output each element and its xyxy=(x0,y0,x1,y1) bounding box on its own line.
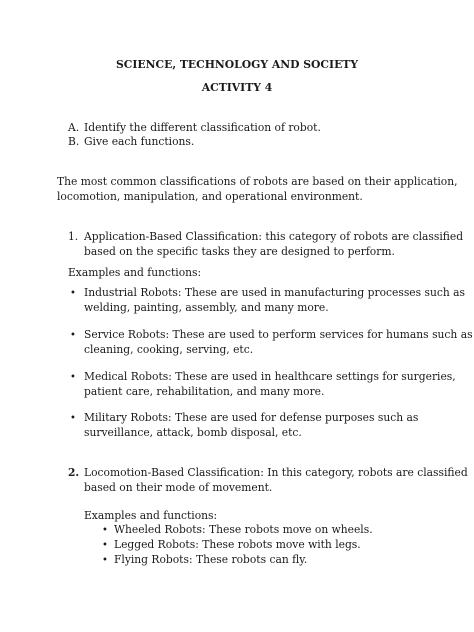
section-heading-line: based on their mode of movement. xyxy=(84,481,273,494)
bullet-line: surveillance, attack, bomb disposal, etc. xyxy=(84,426,302,439)
bullet-line: Military Robots: These are used for defense purposes such as xyxy=(84,411,419,424)
bullet-line: Flying Robots: These robots can fly. xyxy=(114,553,308,566)
section-heading-line: based on the specific tasks they are designed to perform. xyxy=(84,245,395,258)
list-marker: B. xyxy=(68,135,80,148)
section-number: 2. xyxy=(68,466,80,479)
bullet-icon: • xyxy=(70,288,76,299)
paragraph-line: locomotion, manipulation, and operational environment. xyxy=(57,190,363,203)
examples-label: Examples and functions: xyxy=(68,266,202,279)
bullet-line: Industrial Robots: These are used in manufacturing processes such as xyxy=(84,286,466,299)
bullet-line: cleaning, cooking, serving, etc. xyxy=(84,343,254,356)
bullet-icon: • xyxy=(70,330,76,341)
list-marker: A. xyxy=(68,121,80,134)
bullet-icon: • xyxy=(70,413,76,424)
bullet-line: welding, painting, assembly, and many more. xyxy=(84,301,329,314)
bullet-icon: • xyxy=(102,540,108,551)
instruction-item: Give each functions. xyxy=(84,135,195,148)
paragraph-line: The most common classifications of robots are based on their application, xyxy=(57,175,458,188)
bullet-icon: • xyxy=(70,372,76,383)
bullet-line: Medical Robots: These are used in healthcare settings for surgeries, xyxy=(84,370,456,383)
instruction-item: Identify the different classification of robot. xyxy=(84,121,321,134)
section-number: 1. xyxy=(68,230,79,243)
section-heading-line: Application-Based Classification: this category of robots are classified xyxy=(84,230,464,243)
bullet-line: patient care, rehabilitation, and many more. xyxy=(84,385,325,398)
activity-heading: ACTIVITY 4 xyxy=(201,81,273,94)
bullet-line: Legged Robots: These robots move with legs. xyxy=(114,538,361,551)
section-heading-line: Locomotion-Based Classification: In this category, robots are classified xyxy=(84,466,468,479)
bullet-icon: • xyxy=(102,555,108,566)
bullet-icon: • xyxy=(102,525,108,536)
bullet-line: Service Robots: These are used to perform services for humans such as xyxy=(84,328,473,341)
bullet-line: Wheeled Robots: These robots move on wheels. xyxy=(114,523,373,536)
examples-label: Examples and functions: xyxy=(84,509,218,522)
document-title: SCIENCE, TECHNOLOGY AND SOCIETY xyxy=(115,58,359,71)
